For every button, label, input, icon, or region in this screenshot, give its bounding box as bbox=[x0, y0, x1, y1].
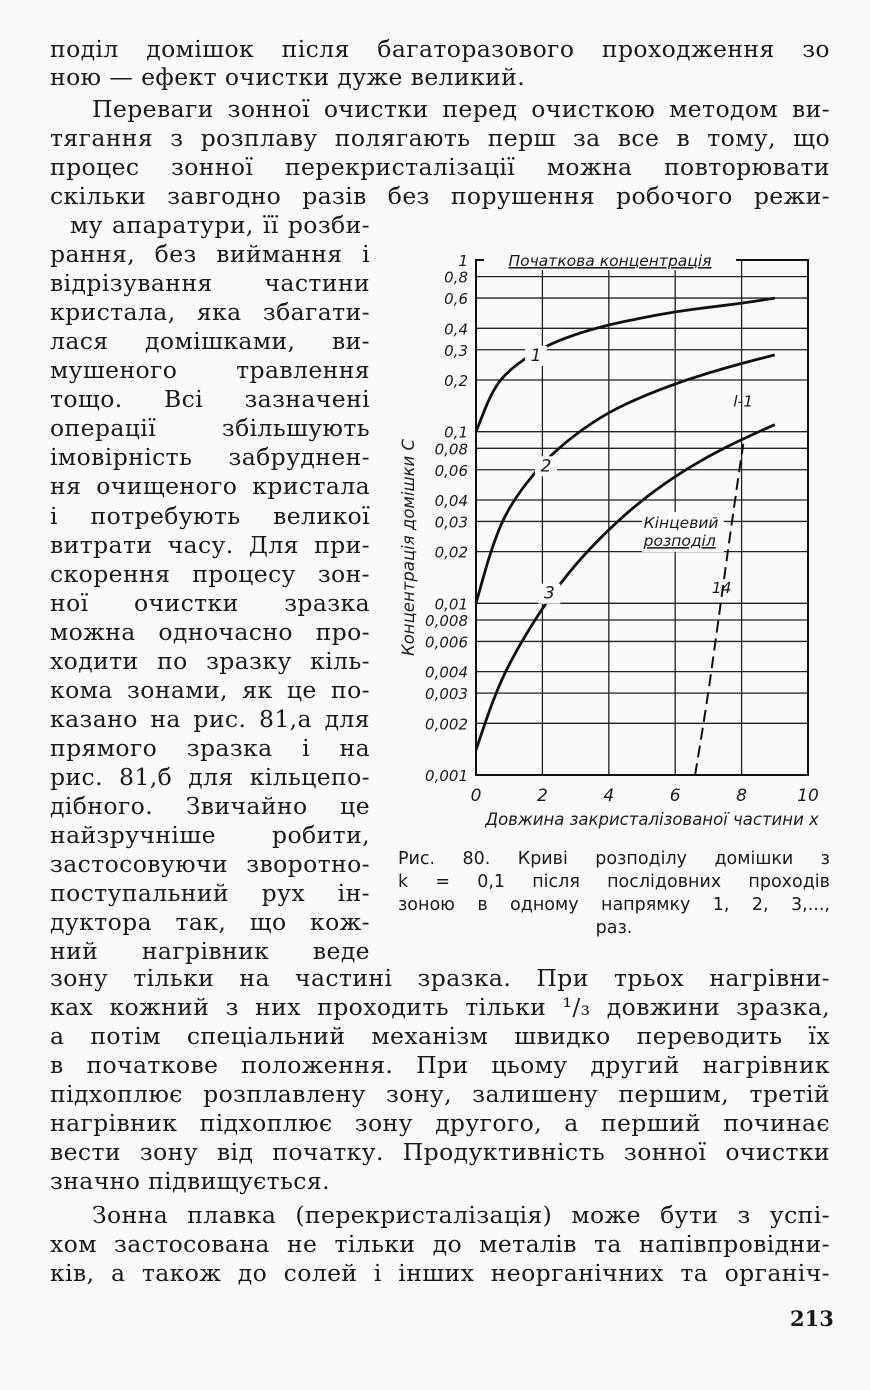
text-line: найзручніше робити, bbox=[50, 821, 370, 850]
text-line: можна одночасно про- bbox=[50, 617, 370, 646]
caption-line: зоною в одному напрямку 1, 2, 3,..., bbox=[398, 895, 830, 915]
text-line: поділ домішок після багаторазового проходження зо bbox=[50, 35, 830, 63]
y-tick-label: 0,1 bbox=[444, 423, 468, 442]
text-line: поступальний рух ін- bbox=[50, 879, 370, 908]
y-tick-label: 0,01 bbox=[434, 595, 468, 614]
series-line-1 bbox=[476, 298, 775, 432]
text-line: витрати часу. Для при- bbox=[50, 530, 370, 559]
y-tick-label: 1 bbox=[458, 252, 468, 270]
text-line: процес зонної перекристалізації можна повторювати bbox=[50, 153, 830, 181]
text-line: рис. 81,б для кільцепо- bbox=[50, 762, 370, 791]
text-line: вести зону від початку. Продуктивність зонної очистки bbox=[50, 1138, 830, 1166]
x-tick-label: 2 bbox=[536, 786, 548, 806]
text-line: ної очистки зразка bbox=[50, 588, 370, 617]
series-label: 2 bbox=[540, 456, 552, 477]
x-tick-label: 8 bbox=[736, 786, 748, 806]
text-line: дібного. Звичайно це bbox=[50, 792, 370, 820]
final-distribution-label: розподіл bbox=[643, 532, 716, 551]
text-line: казано на рис. 81,а для bbox=[50, 704, 370, 733]
x-tick-label: 10 bbox=[797, 786, 819, 806]
series-line-2 bbox=[476, 355, 775, 603]
text-line: відрізування частини bbox=[50, 269, 370, 298]
text-line: Переваги зонної очистки перед очисткою методом ви- bbox=[92, 95, 830, 123]
text-line: ний нагрівник веде bbox=[50, 937, 370, 966]
y-tick-label: 0,4 bbox=[444, 320, 468, 339]
series-label: 1 bbox=[530, 345, 542, 366]
text-line: ків, а також до солей і інших неорганічних та органіч- bbox=[50, 1259, 830, 1287]
text-line: му апаратури, її розби- bbox=[70, 211, 370, 239]
text-line: і потребують великої bbox=[50, 501, 370, 530]
x-tick-label: 0 bbox=[470, 786, 482, 806]
x-tick-label: 4 bbox=[603, 786, 615, 806]
text-line: нагрівник підхоплює зону другого, а перший починає bbox=[50, 1109, 830, 1137]
text-line: а потім спеціальний механізм швидко переводить їх bbox=[50, 1022, 830, 1050]
text-line: зону тільки на частині зразка. При трьох нагрівни- bbox=[50, 964, 830, 992]
text-line: прямого зразка і на bbox=[50, 733, 370, 762]
y-tick-label: 0,02 bbox=[434, 543, 468, 562]
text-line: підхоплює розплавлену зону, залишену першим, третій bbox=[50, 1080, 830, 1108]
x-tick-label: 6 bbox=[669, 786, 681, 806]
text-line: імовірність забруднен- bbox=[50, 443, 370, 472]
text-line: Зонна плавка (перекристалізація) може бути з успі- bbox=[92, 1201, 830, 1229]
figure-caption bbox=[398, 848, 830, 940]
series-line-14 bbox=[695, 444, 743, 775]
text-line: кома зонами, як це по- bbox=[50, 675, 370, 704]
impurity-distribution-chart bbox=[392, 238, 842, 838]
y-tick-label: 0,3 bbox=[444, 341, 468, 360]
y-tick-label: 0,001 bbox=[425, 767, 468, 785]
caption-line: Рис. 80. Криві розподілу домішки з bbox=[398, 849, 830, 869]
text-line: тягання з розплаву полягають перш за все в тому, що bbox=[50, 124, 830, 152]
text-line: мушеного травлення bbox=[50, 356, 370, 385]
y-tick-label: 0,06 bbox=[434, 461, 468, 480]
text-line: дуктора так, що кож- bbox=[50, 908, 370, 937]
text-line: кристала, яка збагати- bbox=[50, 298, 370, 327]
page-number: 213 bbox=[790, 1306, 834, 1331]
y-tick-label: 0,08 bbox=[434, 440, 468, 459]
y-tick-label: 0,8 bbox=[444, 268, 468, 287]
y-tick-label: 0,008 bbox=[425, 611, 468, 630]
text-line: ною — ефект очистки дуже великий. bbox=[50, 63, 526, 91]
text-line: ходити по зразку кіль- bbox=[50, 646, 370, 675]
caption-line: раз. bbox=[595, 918, 633, 938]
initial-concentration-label: Початкова концентрація bbox=[508, 252, 712, 270]
text-line: ках кожний з них проходить тільки ¹/₃ довжини зразка, bbox=[50, 993, 830, 1021]
caption-line: k = 0,1 після послідовних проходів bbox=[398, 872, 830, 892]
y-tick-label: 0,006 bbox=[425, 633, 468, 652]
text-line: тощо. Всі зазначені bbox=[50, 385, 370, 414]
curve-l1-label: l-1 bbox=[733, 392, 754, 411]
y-tick-label: 0,04 bbox=[434, 491, 468, 510]
series-label: 3 bbox=[543, 583, 555, 604]
y-tick-label: 0,6 bbox=[444, 290, 468, 309]
text-line: застосовуючи зворотно- bbox=[50, 850, 370, 879]
text-line: значно підвищується. bbox=[50, 1167, 330, 1195]
text-line: ня очищеного кристала bbox=[50, 472, 370, 501]
y-axis-label: Концентрація домішки C bbox=[399, 438, 418, 657]
text-line: хом застосована не тільки до металів та напівпровідни- bbox=[50, 1230, 830, 1258]
final-distribution-label: Кінцевий bbox=[643, 514, 719, 533]
y-tick-label: 0,03 bbox=[434, 513, 468, 532]
text-line: операції збільшують bbox=[50, 414, 370, 443]
y-tick-label: 0,002 bbox=[425, 715, 468, 734]
text-line: лася домішками, ви- bbox=[50, 327, 370, 356]
y-tick-label: 0,004 bbox=[425, 663, 468, 682]
text-line: скорення процесу зон- bbox=[50, 559, 370, 588]
text-line: в початкове положення. При цьому другий нагрівник bbox=[50, 1051, 830, 1079]
curve-14-label: 14 bbox=[711, 578, 732, 597]
text-line: скільки завгодно разів без порушення робочого режи- bbox=[50, 182, 830, 210]
text-line: рання, без виймання і bbox=[50, 240, 370, 269]
y-tick-label: 0,2 bbox=[444, 371, 468, 390]
x-axis-label: Довжина закристалізованої частини x bbox=[485, 810, 819, 829]
y-tick-label: 0,003 bbox=[425, 685, 468, 704]
